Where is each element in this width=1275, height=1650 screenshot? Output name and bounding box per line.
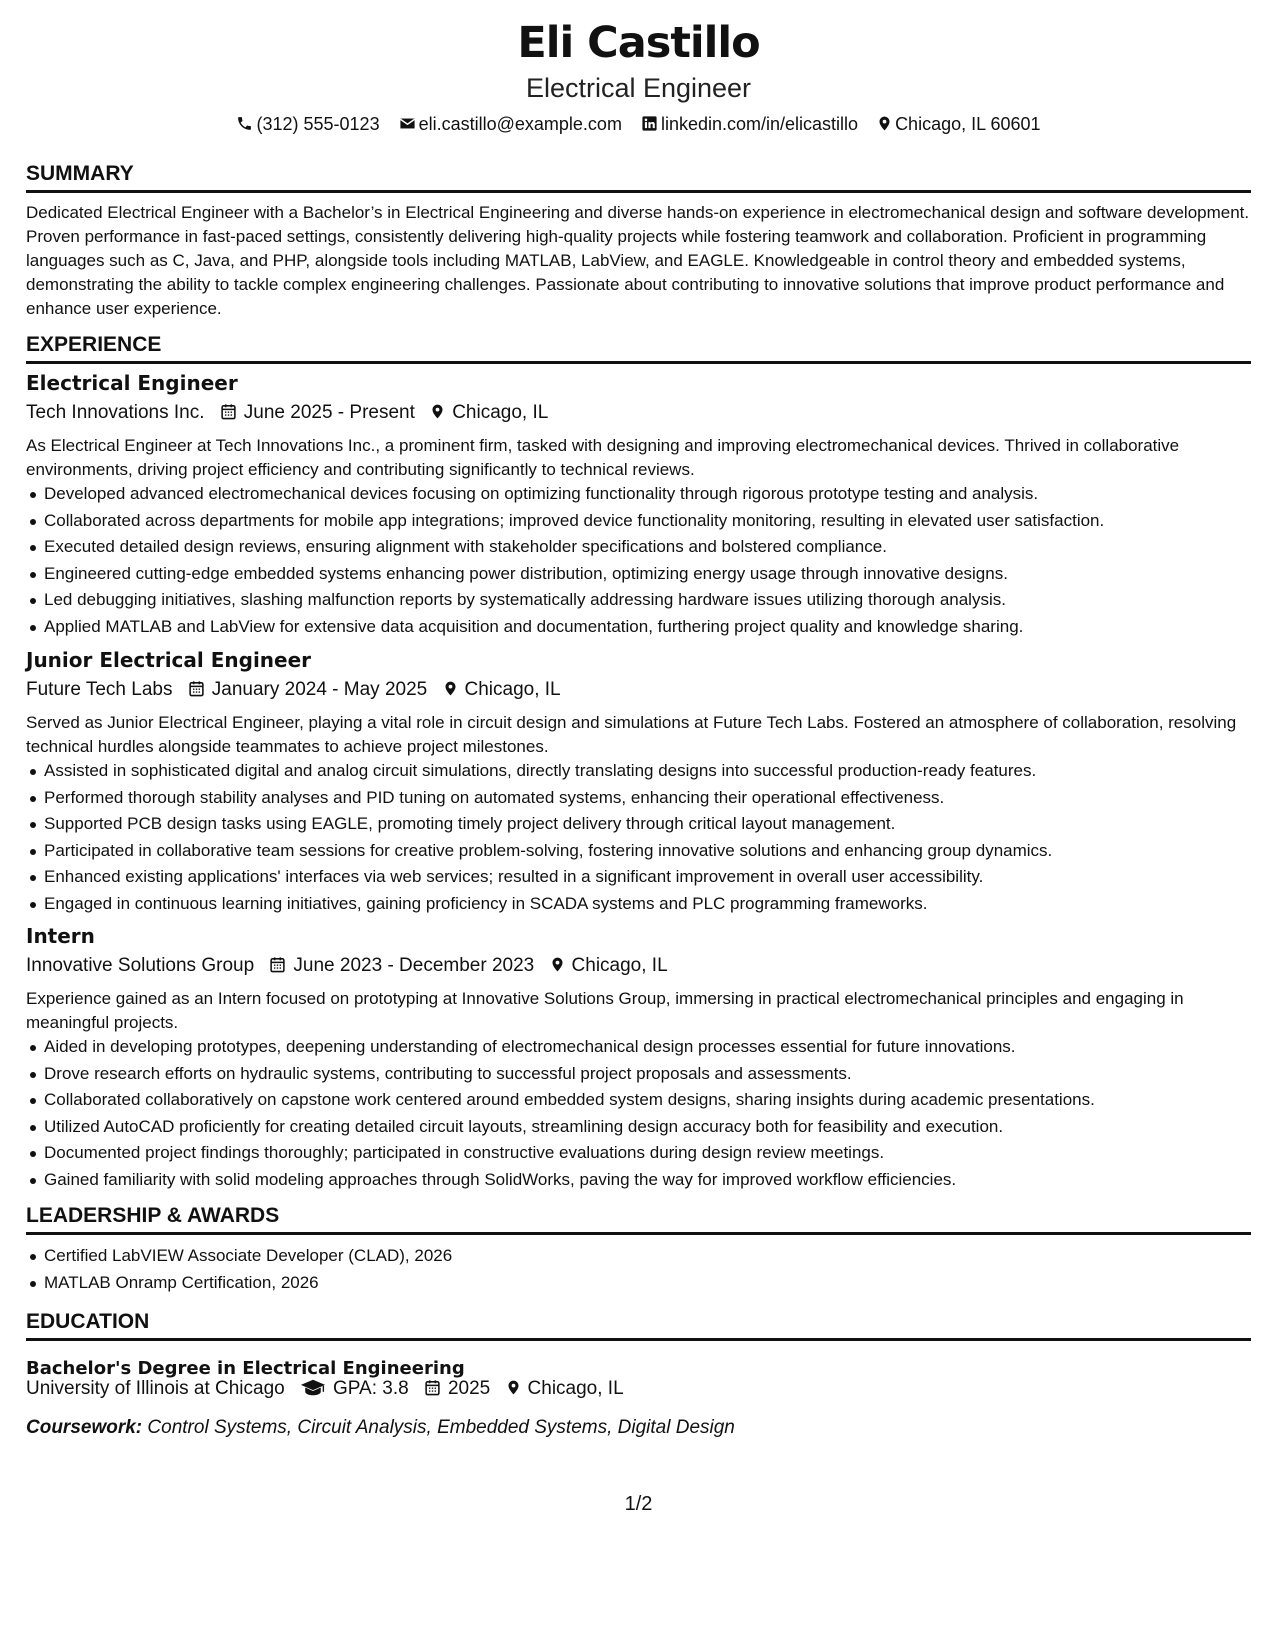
contact-email-text: eli.castillo@example.com: [418, 114, 622, 134]
contact-location-text: Chicago, IL 60601: [895, 114, 1041, 134]
job-location: Chicago, IL: [571, 955, 668, 976]
contact-linkedin[interactable]: [641, 114, 858, 135]
job-bullets: [26, 481, 1251, 641]
calendar-icon: [269, 955, 286, 974]
map-pin-icon: [443, 679, 458, 698]
list-item: Certified LabVIEW Associate Developer (CLAD), 2026: [26, 1243, 1251, 1270]
job-dates: January 2024 - May 2025: [211, 679, 428, 700]
job-bullets: [26, 758, 1251, 918]
job-bullets: [26, 1034, 1251, 1194]
education-meta: [26, 1378, 634, 1400]
phone-icon: [236, 115, 253, 132]
job-location: Chicago, IL: [464, 679, 561, 700]
job-meta: [26, 955, 678, 977]
job-description: As Electrical Engineer at Tech Innovations Inc., a prominent firm, tasked with designing and improving electromechanical devices. Thrived in collaborative environments, driving project efficiency and contributing significantly to technical reviews.: [26, 436, 1180, 479]
list-item: Engineered cutting-edge embedded systems enhancing power distribution, optimizing energy usage through innovative designs.: [26, 561, 1251, 588]
education-heading: EDUCATION: [26, 1310, 1251, 1341]
contact-linkedin-text: linkedin.com/in/elicastillo: [660, 114, 859, 134]
contact-phone-text: (312) 555-0123: [256, 114, 380, 134]
job-title: Junior Electrical Engineer: [26, 648, 312, 672]
job-dates: June 2023 - December 2023: [293, 955, 535, 976]
summary-heading: SUMMARY: [26, 162, 1251, 193]
graduation-cap-icon: [300, 1378, 326, 1397]
page-number: 1/2: [624, 1493, 653, 1515]
map-pin-icon: [506, 1378, 521, 1397]
map-pin-icon: [877, 115, 892, 132]
job-location: Chicago, IL: [452, 402, 549, 423]
list-item: Engaged in continuous learning initiatives, gaining proficiency in SCADA systems and PLC programming frameworks.: [26, 891, 1251, 918]
leadership-heading: LEADERSHIP & AWARDS: [26, 1204, 1251, 1235]
list-item: Supported PCB design tasks using EAGLE, promoting timely project delivery through critical layout management.: [26, 811, 1251, 838]
job-company: Tech Innovations Inc.: [26, 402, 205, 423]
contact-bar: [26, 114, 1251, 135]
job-description: Experience gained as an Intern focused on prototyping at Innovative Solutions Group, immersing in practical electromechanical principles and engaging in meaningful projects.: [26, 989, 1184, 1032]
experience-heading: EXPERIENCE: [26, 333, 1251, 364]
degree-title: Bachelor's Degree in Electrical Engineering: [26, 1358, 465, 1379]
list-item: Performed thorough stability analyses and PID tuning on automated systems, enhancing their operational effectiveness.: [26, 785, 1251, 812]
leadership-list: [26, 1243, 1251, 1296]
job-meta: [26, 679, 571, 701]
list-item: Participated in collaborative team sessions for creative problem-solving, fostering innovative solutions and enhancing group dynamics.: [26, 838, 1251, 865]
list-item: Collaborated collaboratively on capstone work centered around embedded system designs, sharing insights during academic presentations.: [26, 1087, 1251, 1114]
job-title: Intern: [26, 924, 95, 948]
coursework: [26, 1417, 735, 1439]
list-item: Drove research efforts on hydraulic systems, contributing to successful project proposals and assessments.: [26, 1061, 1251, 1088]
graduation-year: 2025: [447, 1378, 491, 1399]
job-dates: June 2025 - Present: [243, 402, 415, 423]
calendar-icon: [220, 402, 237, 421]
list-item: Utilized AutoCAD proficiently for creating detailed circuit layouts, streamlining design accuracy both for feasibility and execution.: [26, 1114, 1251, 1141]
contact-phone[interactable]: [236, 114, 379, 135]
list-item: Applied MATLAB and LabView for extensive data acquisition and documentation, furthering project quality and knowledge sharing.: [26, 614, 1251, 641]
contact-email[interactable]: [399, 114, 622, 135]
list-item: Aided in developing prototypes, deepening understanding of electromechanical design processes essential for future innovations.: [26, 1034, 1251, 1061]
coursework-label: Coursework:: [26, 1417, 143, 1438]
calendar-icon: [188, 679, 205, 698]
school-name: University of Illinois at Chicago: [26, 1378, 285, 1399]
job-title: Electrical Engineer: [26, 371, 238, 395]
summary-text: Dedicated Electrical Engineer with a Bachelor’s in Electrical Engineering and diverse hands-on experience in electromechanical design and software development. Proven performance in fast-paced settings, consistently delivering high-quality projects while fostering teamwork and collaboration. Proficient in programming languages such as C, Java, and PHP, alongside tools including MATLAB, LabView, and EAGLE. Knowledgeable in control theory and embedded systems, demonstrating the ability to tackle complex engineering challenges. Passionate about contributing to innovative solutions that improve product performance and enhance user experience.: [26, 203, 1250, 318]
candidate-name: Eli Castillo: [517, 18, 760, 68]
school-location: Chicago, IL: [527, 1378, 624, 1399]
list-item: Documented project findings thoroughly; participated in constructive evaluations during design review meetings.: [26, 1140, 1251, 1167]
list-item: Gained familiarity with solid modeling approaches through SolidWorks, paving the way for improved workflow efficiencies.: [26, 1167, 1251, 1194]
job-company: Innovative Solutions Group: [26, 955, 255, 976]
job-meta: [26, 402, 558, 424]
calendar-icon: [424, 1378, 441, 1397]
list-item: Collaborated across departments for mobile app integrations; improved device functionality monitoring, resulting in elevated user satisfaction.: [26, 508, 1251, 535]
map-pin-icon: [430, 402, 445, 421]
coursework-text: Control Systems, Circuit Analysis, Embedded Systems, Digital Design: [147, 1417, 735, 1438]
list-item: Led debugging initiatives, slashing malfunction reports by systematically addressing hardware issues utilizing thorough analysis.: [26, 587, 1251, 614]
map-pin-icon: [550, 955, 565, 974]
gpa: GPA: 3.8: [333, 1378, 409, 1399]
linkedin-icon: [641, 115, 658, 132]
contact-location: [877, 114, 1040, 135]
job-description: Served as Junior Electrical Engineer, playing a vital role in circuit design and simulations at Future Tech Labs. Fostered an atmosphere of collaboration, resolving technical hurdles alongside teammates to achieve project milestones.: [26, 713, 1237, 756]
list-item: MATLAB Onramp Certification, 2026: [26, 1270, 1251, 1297]
candidate-title: Electrical Engineer: [525, 73, 752, 103]
job-company: Future Tech Labs: [26, 679, 173, 700]
list-item: Enhanced existing applications' interfaces via web services; resulted in a significant improvement in overall user accessibility.: [26, 864, 1251, 891]
list-item: Developed advanced electromechanical devices focusing on optimizing functionality through rigorous prototype testing and analysis.: [26, 481, 1251, 508]
envelope-icon: [399, 115, 416, 132]
list-item: Executed detailed design reviews, ensuring alignment with stakeholder specifications and bolstered compliance.: [26, 534, 1251, 561]
list-item: Assisted in sophisticated digital and analog circuit simulations, directly translating designs into successful production-ready features.: [26, 758, 1251, 785]
